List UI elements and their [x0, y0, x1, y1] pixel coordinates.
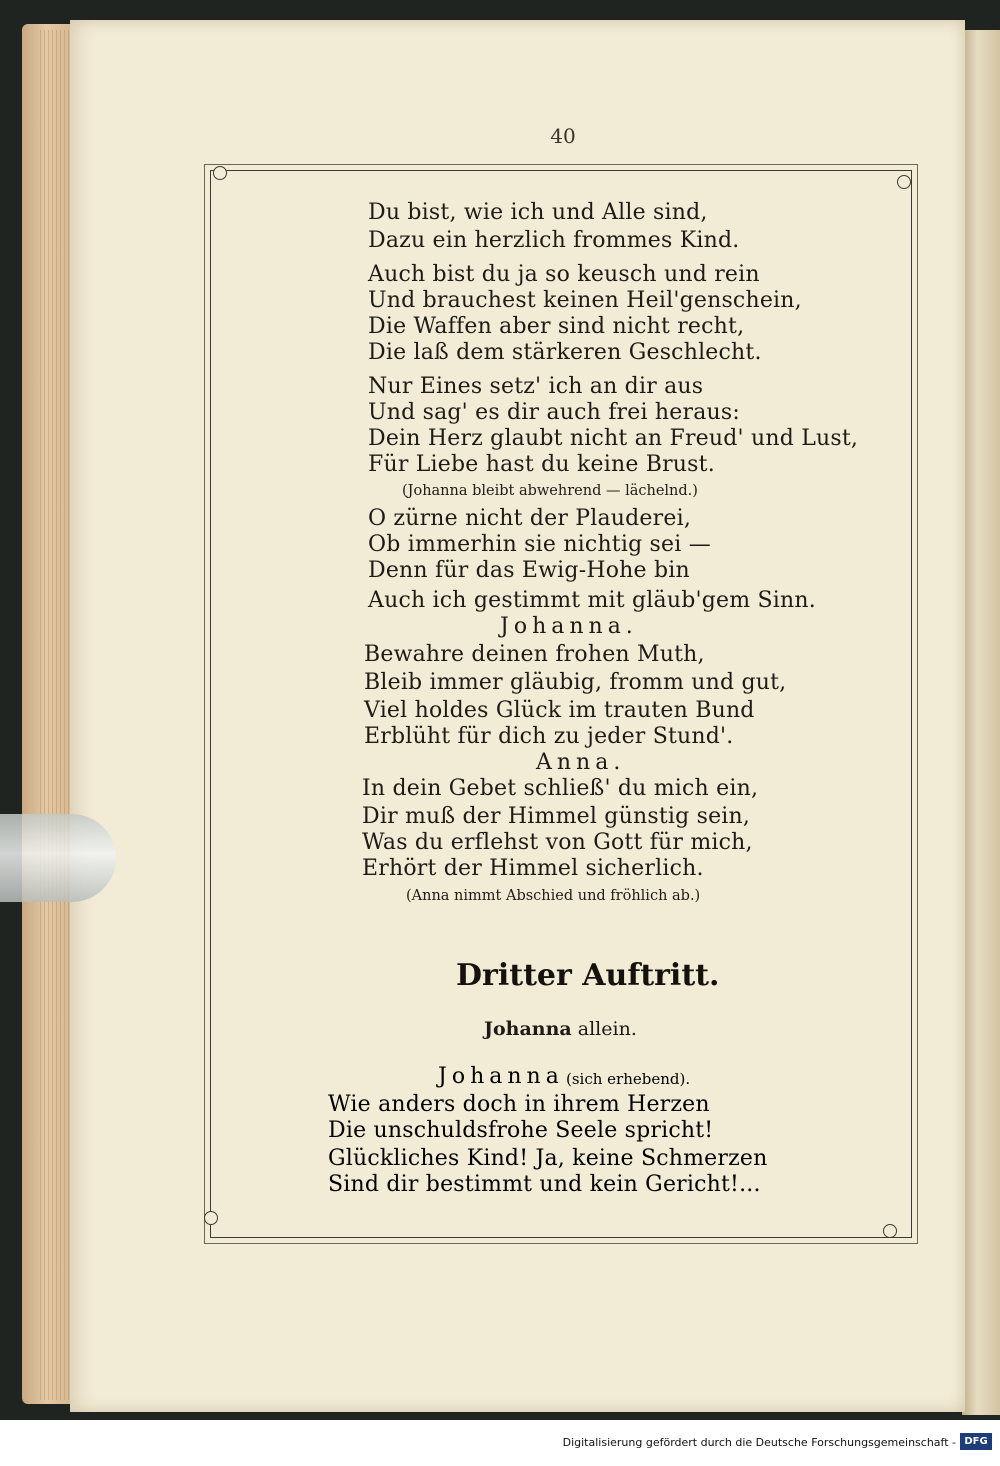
verse-line: Auch bist du ja so keusch und rein	[368, 262, 760, 287]
verse-line: Auch ich gestimmt mit gläub'gem Sinn.	[368, 588, 816, 613]
verse-line: In dein Gebet schließ' du mich ein,	[362, 776, 759, 801]
speaker-name: Anna.	[536, 750, 626, 775]
verse-line: Für Liebe hast du keine Brust.	[368, 452, 715, 477]
frame-corner-ornament	[204, 1211, 218, 1225]
verse-line: Und brauchest keinen Heil'genschein,	[368, 288, 802, 313]
verse-line: Was du erflehst von Gott für mich,	[362, 830, 753, 855]
verse-line: Dein Herz glaubt nicht an Freud' und Lust,	[368, 426, 859, 451]
verse-line: Die unschuldsfrohe Seele spricht!	[328, 1118, 714, 1143]
verse-line: Nur Eines setz' ich an dir aus	[368, 374, 704, 399]
verse-line: Bewahre deinen frohen Muth,	[364, 642, 705, 667]
frame-corner-ornament	[213, 166, 227, 180]
verse-line: Ob immerhin sie nichtig sei —	[368, 532, 711, 557]
footer-credit: Digitalisierung gefördert durch die Deutsche Forschungsgemeinschaft -	[562, 1436, 956, 1449]
scene-subheading	[484, 1018, 637, 1040]
verse-line: Du bist, wie ich und Alle sind,	[368, 200, 708, 225]
speaker-name: Johanna.	[500, 614, 638, 639]
verse-line: Viel holdes Glück im trauten Bund	[364, 698, 755, 723]
speaker-name: Johanna	[438, 1064, 564, 1089]
verse-line: Wie anders doch in ihrem Herzen	[328, 1092, 710, 1117]
frame-corner-ornament	[883, 1224, 897, 1238]
verse-line: Die Waffen aber sind nicht recht,	[368, 314, 745, 339]
scene-sub-rest: allein.	[577, 1018, 637, 1040]
verse-line: Dazu ein herzlich frommes Kind.	[368, 228, 740, 253]
frame-corner-ornament	[897, 175, 911, 189]
scene-heading: Dritter Auftritt.	[456, 958, 720, 993]
verse-line: Und sag' es dir auch frei heraus:	[368, 400, 741, 425]
verse-line: Dir muß der Himmel günstig sein,	[362, 804, 751, 829]
book-right-edge	[962, 30, 1000, 1415]
verse-line: Sind dir bestimmt und kein Gericht!...	[328, 1172, 761, 1197]
verse-line: Erblüht für dich zu jeder Stund'.	[364, 724, 734, 749]
verse-line: Die laß dem stärkeren Geschlecht.	[368, 340, 762, 365]
verse-line: Glückliches Kind! Ja, keine Schmerzen	[328, 1146, 768, 1171]
verse-line: Erhört der Himmel sicherlich.	[362, 856, 704, 881]
verse-line: Denn für das Ewig-Hohe bin	[368, 558, 690, 583]
page-number: 40	[550, 124, 576, 148]
scene-sub-name: Johanna	[484, 1018, 572, 1040]
stage-direction: (Anna nimmt Abschied und fröhlich ab.)	[406, 888, 701, 904]
verse-line: O zürne nicht der Plauderei,	[368, 506, 692, 531]
dfg-logo: DFG	[960, 1433, 992, 1450]
stage-direction: (Johanna bleibt abwehrend — lächelnd.)	[402, 483, 698, 499]
stage-direction: (sich erhebend).	[566, 1070, 691, 1088]
page-clip	[0, 814, 116, 902]
verse-line: Bleib immer gläubig, fromm und gut,	[364, 670, 787, 695]
